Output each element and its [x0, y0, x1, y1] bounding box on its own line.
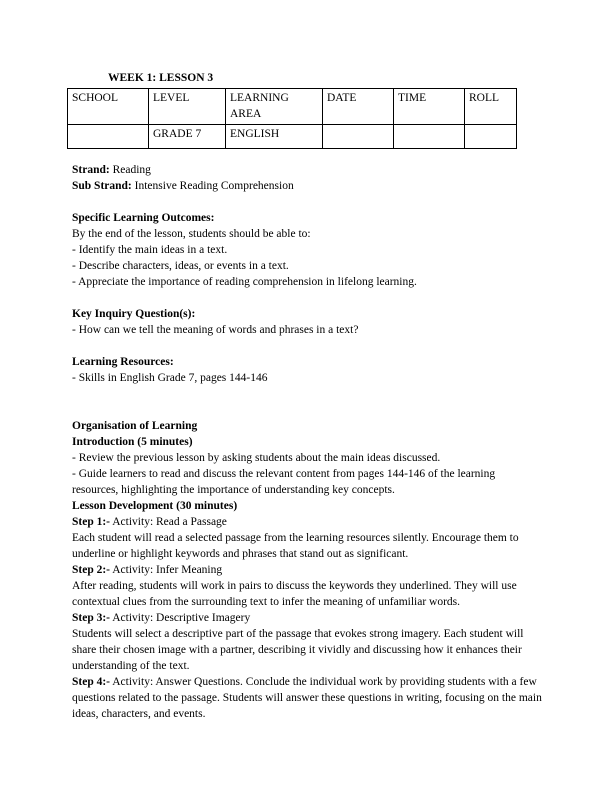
- sub-strand-value: Intensive Reading Comprehension: [134, 180, 294, 192]
- step-2-text: After reading, students will work in pairs to discuss the keywords they underlined. They will use contextual clues from the surrounding text to infer the meaning of unfamiliar words.: [72, 580, 517, 608]
- table-header-row: [68, 89, 517, 125]
- development-heading: [72, 498, 542, 514]
- table-header-cell: TIME: [394, 89, 465, 125]
- list-item: - How can we tell the meaning of words and phrases in a text?: [72, 324, 359, 336]
- outcomes-heading-text: Specific Learning Outcomes:: [72, 212, 215, 224]
- strand-line: [72, 162, 542, 178]
- step-4-line: [72, 674, 542, 722]
- list-item: - Describe characters, ideas, or events in a text.: [72, 260, 289, 272]
- step-3-line: [72, 610, 542, 626]
- introduction-heading: [72, 434, 542, 450]
- list-item: - Appreciate the importance of reading comprehension in lifelong learning.: [72, 276, 417, 288]
- table-header-cell: LEVEL: [149, 89, 226, 125]
- lesson-content: [72, 162, 542, 722]
- step-activity: Activity: Answer Questions. Conclude the individual work by providing students with a few questions related to the passage. Students will answer these questions in writing, focusing on the main ideas, characters, and events.: [72, 676, 542, 720]
- step-1-line: [72, 514, 542, 530]
- outcomes-heading: [72, 210, 542, 226]
- step-label: Step 1:-: [72, 516, 111, 528]
- table-cell: [465, 125, 517, 149]
- inquiry-heading-text: Key Inquiry Question(s):: [72, 308, 196, 320]
- strand-label: Strand:: [72, 164, 110, 176]
- step-label: Step 3:-: [72, 612, 111, 624]
- organisation-heading-text: Organisation of Learning: [72, 420, 198, 432]
- table-cell: [323, 125, 394, 149]
- step-label: Step 4:-: [72, 676, 111, 688]
- sub-strand-label: Sub Strand:: [72, 180, 132, 192]
- table-header-cell: LEARNING AREA: [226, 89, 323, 125]
- outcomes-intro: By the end of the lesson, students should be able to:: [72, 228, 311, 240]
- strand-value: Reading: [112, 164, 151, 176]
- table-row: [68, 125, 517, 149]
- organisation-heading: [72, 418, 542, 434]
- list-item: - Guide learners to read and discuss the relevant content from pages 144-146 of the learning resources, highlighting the importance of understanding key concepts.: [72, 468, 496, 496]
- lesson-info-table: [67, 88, 517, 149]
- table-cell: [394, 125, 465, 149]
- table-cell: ENGLISH: [226, 125, 323, 149]
- list-item: - Identify the main ideas in a text.: [72, 244, 228, 256]
- resources-heading-text: Learning Resources:: [72, 356, 174, 368]
- table-cell: GRADE 7: [149, 125, 226, 149]
- step-3-text: Students will select a descriptive part of the passage that evokes strong imagery. Each student will share their chosen image with a partner, describing it vividly and discussing how it enhances their understanding of the text.: [72, 628, 524, 672]
- development-heading-text: Lesson Development (30 minutes): [72, 500, 238, 512]
- table-header-cell: SCHOOL: [68, 89, 149, 125]
- step-1-text: Each student will read a selected passage from the learning resources silently. Encourage them to underline or highlight keywords and phrases that stand out as significant.: [72, 532, 519, 560]
- step-activity: Activity: Read a Passage: [110, 516, 227, 528]
- inquiry-heading: [72, 306, 542, 322]
- resources-heading: [72, 354, 542, 370]
- table-header-cell: DATE: [323, 89, 394, 125]
- step-2-line: [72, 562, 542, 578]
- list-item: - Review the previous lesson by asking students about the main ideas discussed.: [72, 452, 441, 464]
- step-activity: Activity: Infer Meaning: [110, 564, 223, 576]
- step-activity: Activity: Descriptive Imagery: [110, 612, 251, 624]
- lesson-title: WEEK 1: LESSON 3: [108, 72, 214, 84]
- step-label: Step 2:-: [72, 564, 111, 576]
- table-cell: [68, 125, 149, 149]
- sub-strand-line: [72, 178, 542, 194]
- table-header-cell: ROLL: [465, 89, 517, 125]
- list-item: - Skills in English Grade 7, pages 144-146: [72, 372, 268, 384]
- introduction-heading-text: Introduction (5 minutes): [72, 436, 193, 448]
